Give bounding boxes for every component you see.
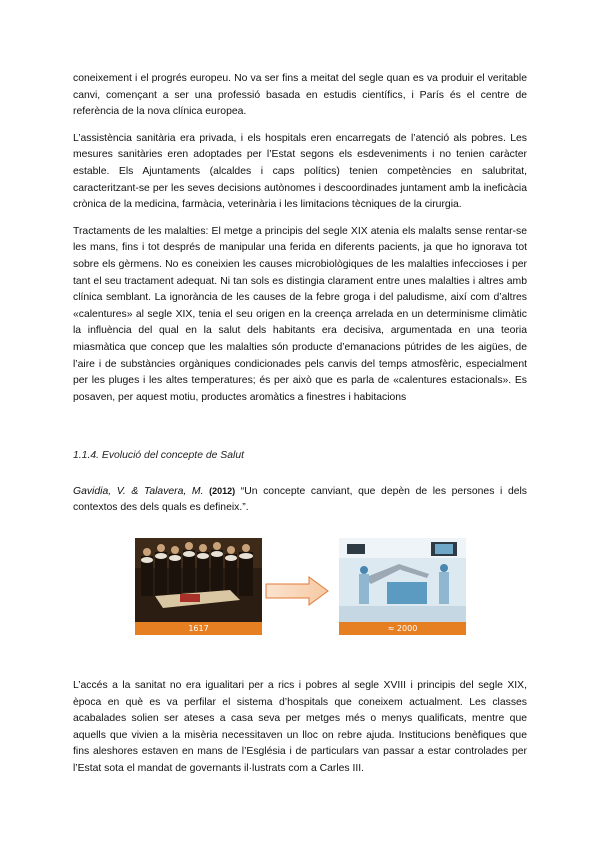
left-image-caption: 1617 xyxy=(135,622,262,635)
right-image-caption: ≈ 2000 xyxy=(339,622,466,635)
citation-quote xyxy=(73,483,527,517)
arrow-right-icon xyxy=(265,576,329,606)
citation-text: “Un concepte canviant, que depèn de les persones i dels contextos des dels quals es defineix.”. xyxy=(73,485,528,514)
comparison-figure xyxy=(73,538,527,638)
citation-year: (2012) xyxy=(209,485,236,496)
robotic-surgery-image xyxy=(339,538,466,635)
paragraph-assistencia: L’assistència sanitària era privada, i els hospitals eren encarregats de l’atenció als pobres. Les mesures sanitàries eren adoptades per l’Estat segons els esdeveniments i no tenien caràcter estable. Els Ajuntaments (alcaldes i caps polítics) tenien competències en salubritat, caracteritzant-se per les seves decisions autònomes i descoordinades juntament amb la ineficàcia crònica de la medicina, farmàcia, veterinària i les limitacions tècniques de la cirurgia. xyxy=(73,132,527,211)
anatomy-lesson-illustration xyxy=(135,538,262,622)
paragraph-intro: coneixement i el progrés europeu. No va ser fins a meitat del segle quan es va produir el veritable canvi, començant a ser una professió basada en estudis científics, i París és el centre de referència de la nova clínica europea. xyxy=(73,73,527,118)
robotic-surgery-illustration xyxy=(339,538,466,622)
paragraph-acces-sanitat: L’accés a la sanitat no era igualitari per a rics i pobres al segle XVIII i principis del segle XIX, època en què es va perfilar el sistema d’hospitals que coneixem actualment. Les classes acabalades solien ser ateses a casa seva per metges més o menys qualificats, mentre que aquells que vivien a la misèria necessitaven un lloc on rebre ajuda. Institucions benèfiques que fins aleshores estaven en mans de l’Església i de particulars van passar a estar controlades per l’Estat sota el mandat de governants il·lustrats com a Carles III. xyxy=(73,680,527,775)
anatomy-lesson-image xyxy=(135,538,262,635)
section-heading: 1.1.4. Evolució del concepte de Salut xyxy=(73,450,244,462)
document-page xyxy=(73,71,527,778)
paragraph-tractaments: Tractaments de les malalties: El metge a principis del segle XIX atenia els malalts sense rentar-se les mans, fins i tot després de manipular una ferida en diferents pacients, ja que ho ignorava tot sobre els gèrmens. No es coneixien les causes microbiològiques de les malalties infeccioses i per tant el seu tractament adequat. Ni tan sols es distingia clarament entre unes malalties i altres amb clínica semblant. La ignorància de les causes de la febre groga i del paludisme, així com d’altres «calentures» al segle XIX, tenia el seu origen en la creença arrelada en un determinisme climàtic la influència del qual en la salut dels habitants era decisiva, argumentada en una teoria miasmàtica que concep que les malalties són producte d’emanacions pútrides de les aigües, de l’aire i de substàncies orgàniques condicionades pels canvis del temps atmosfèric, especialment per les pluges i les altes temperatures; és per això que es parla de «calentures estacionals». Es posaven, per aquest motiu, productes aromàtics a finestres i habitacions xyxy=(73,225,527,403)
citation-author: Gavidia, V. & Talavera, M. xyxy=(73,485,204,497)
